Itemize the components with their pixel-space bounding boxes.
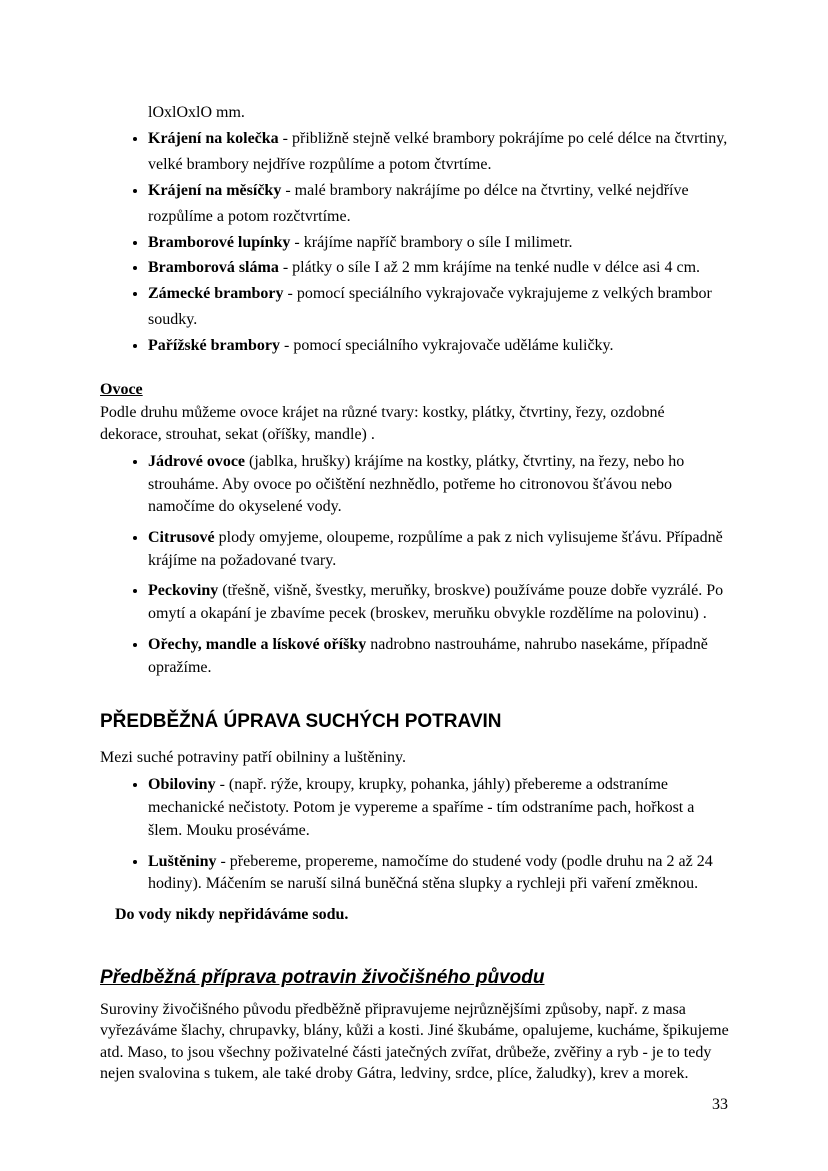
section-heading-animal-origin: Předběžná příprava potravin živočišného původu bbox=[100, 967, 545, 989]
term-label: Pařížské brambory bbox=[148, 337, 280, 355]
potato-cuts-list bbox=[100, 126, 730, 359]
list-item bbox=[148, 281, 730, 333]
list-item bbox=[148, 851, 730, 896]
term-label: Bramborová sláma bbox=[148, 259, 279, 277]
list-item bbox=[148, 527, 730, 572]
list-item bbox=[148, 230, 730, 256]
term-description: - přebereme, propereme, namočíme do studené vody (podle druhu na 2 až 24 hodiny). Máčením se naruší silná buněčná stěna slupky a rychleji při vaření změknou. bbox=[148, 852, 713, 893]
continued-line: lOxlOxlO mm. bbox=[148, 104, 245, 121]
term-description: - krájíme napříč brambory o síle I milimetr. bbox=[290, 233, 573, 251]
term-label: Ořechy, mandle a lískové oříšky bbox=[148, 635, 367, 653]
list-item bbox=[148, 580, 730, 625]
animal-origin-paragraph: Suroviny živočišného původu předběžně připravujeme nejrůznějšími způsoby, např. z masa vyřezáváme šlachy, chrupavky, blány, kůži a kosti. Jiné škubáme, opalujeme, kucháme, špikujeme atd. Maso, to jsou všechny poživatelné části jatečných zvířat, drůbeže, zvěřiny a ryb - je to tedy nejen svalovina s tukem, ale také droby Gátra, ledviny, srdce, plíce, žaludky), krev a morek. bbox=[100, 1001, 729, 1082]
dry-foods-list bbox=[100, 774, 730, 896]
term-label: Bramborové lupínky bbox=[148, 233, 291, 251]
term-label: Krájení na měsíčky bbox=[148, 181, 282, 199]
term-label: Luštěniny bbox=[148, 852, 217, 870]
fruit-types-list bbox=[100, 451, 730, 679]
term-label: Obiloviny bbox=[148, 776, 216, 794]
soda-warning-note: Do vody nikdy nepřidáváme sodu. bbox=[115, 905, 349, 923]
term-description: - plátky o síle I až 2 mm krájíme na tenké nudle v délce asi 4 cm. bbox=[278, 259, 701, 277]
list-item bbox=[148, 333, 730, 359]
term-description: - přibližně stejně velké brambory pokrájíme po celé délce na čtvrtiny, velké brambory nejdříve rozpůlíme a potom čtvrtíme. bbox=[148, 129, 728, 173]
term-description: (třešně, višně, švestky, meruňky, broskve) používáme pouze dobře vyzrálé. Po omytí a okapání je zbavíme pecek (broskev, meruňku obvykle rozdělíme na polovinu) . bbox=[148, 582, 724, 623]
term-description: (jablka, hrušky) krájíme na kostky, plátky, čtvrtiny, na řezy, nebo ho strouháme. Aby ovoce po očištění nezhnědlo, potřeme ho citronovou šťávou nebo namočíme do okyselené vody. bbox=[148, 452, 685, 516]
term-label: Krájení na kolečka bbox=[148, 129, 279, 147]
section-heading-dry-foods: PŘEDBĚŽNÁ ÚPRAVA SUCHÝCH POTRAVIN bbox=[100, 711, 502, 733]
list-item bbox=[148, 255, 730, 281]
term-description: nadrobno nastrouháme, nahrubo nasekáme, případně opražíme. bbox=[148, 635, 708, 676]
page-number: 33 bbox=[712, 1096, 728, 1113]
term-label: Jádrové ovoce bbox=[148, 452, 246, 470]
term-label: Peckoviny bbox=[148, 582, 219, 600]
list-item bbox=[148, 634, 730, 679]
term-description: plody omyjeme, oloupeme, rozpůlíme a pak z nich vylisujeme šťávu. Případně krájíme na požadované tvary. bbox=[148, 529, 723, 569]
term-description: - pomocí speciálního vykrajovače vykrajujeme z velkých brambor soudky. bbox=[148, 285, 712, 329]
term-label: Citrusové bbox=[148, 529, 215, 547]
list-item bbox=[148, 774, 730, 842]
ovoce-intro-paragraph: Podle druhu můžeme ovoce krájet na různé tvary: kostky, plátky, čtvrtiny, řezy, ozdobné dekorace, strouhat, sekat (oříšky, mandle) . bbox=[100, 404, 665, 443]
section-heading-ovoce: Ovoce bbox=[100, 381, 143, 399]
dry-intro-paragraph: Mezi suché potraviny patří obilniny a luštěniny. bbox=[100, 749, 407, 767]
list-item bbox=[148, 451, 730, 519]
list-item bbox=[148, 178, 730, 230]
term-description: - pomocí speciálního vykrajovače uděláme kuličky. bbox=[279, 337, 614, 355]
term-label: Zámecké brambory bbox=[148, 285, 284, 303]
term-description: - malé brambory nakrájíme po délce na čtvrtiny, velké nejdříve rozpůlíme a potom rozčtvrtíme. bbox=[148, 181, 689, 225]
list-item bbox=[148, 126, 730, 178]
term-description: - (např. rýže, kroupy, krupky, pohanka, jáhly) přebereme a odstraníme mechanické nečistoty. Potom je vypereme a spaříme - tím odstraníme pach, hořkost a šlem. Mouku proséváme. bbox=[148, 776, 695, 839]
